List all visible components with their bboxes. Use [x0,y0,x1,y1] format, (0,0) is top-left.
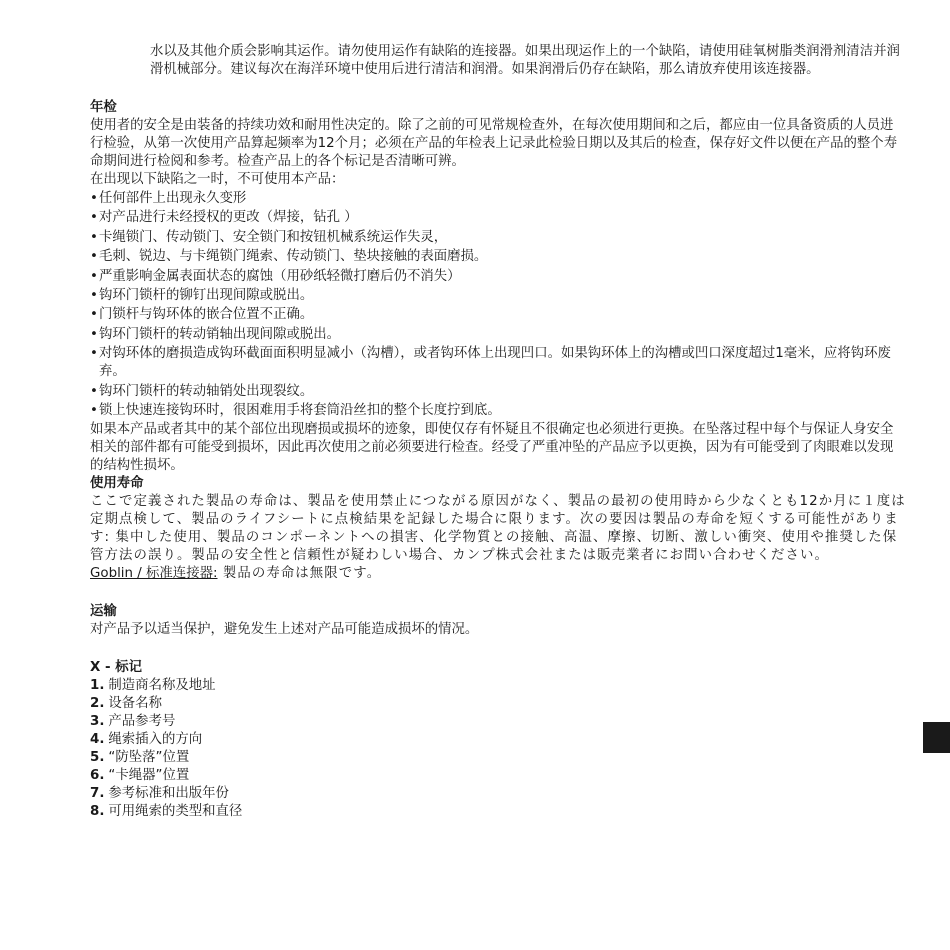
bullet-icon: • [90,268,98,284]
bullet-icon: • [90,210,98,226]
defects-intro: 在出现以下缺陷之一时，不可使用本产品： [90,172,345,187]
list-item [90,306,906,324]
marking-heading: X - 标记 [90,660,142,676]
bullet-icon: • [90,346,98,362]
transport-section [90,603,906,639]
bullet-icon: • [90,287,98,303]
intro-paragraph: 水以及其他介质会影响其运作。请勿使用运作有缺陷的连接器。如果出现运作上的一个缺陷，请使用硅氧树脂类润滑剂清洁并润滑机械部分。建议每次在海洋环境中使用后进行清洁和润滑。如果润滑后仍存在缺陷，那么请放弃使用该连接器。 [150,44,900,77]
marking-section [90,659,906,821]
item-text: 绳索插入的方向 [108,732,203,748]
transport-heading: 运输 [90,604,117,620]
item-number: 6. [90,768,105,784]
item-text: 制造商名称及地址 [108,678,216,694]
bullet-icon: • [90,307,98,323]
replacement-paragraph: 如果本产品或者其中的某个部位出现磨损或损坏的迹象，即使仅存有怀疑且不很确定也必须进行更换。在坠落过程中每个与保证人身安全相关的部件都有可能受到损坏，因此再次使用之前必须要进行检查。经受了严重冲坠的产品应予以更换，因为有可能受到了肉眼难以发现的结构性损坏。 [90,422,894,474]
list-item-text: 严重影响金属表面状态的腐蚀（用砂纸轻微打磨后仍不消失） [99,268,461,284]
item-number: 2. [90,696,105,712]
list-item-text: 锁上快速连接钩环时，很困难用手将套筒沿丝扣的整个长度拧到底。 [99,402,501,418]
item-number: 3. [90,714,105,730]
lifetime-section [90,475,906,583]
list-item [90,749,906,767]
goblin-text: 製品の寿命は無限です。 [217,566,382,582]
list-item-text: 钩环门锁杆的铆钉出现间隙或脱出。 [99,287,314,303]
item-number: 7. [90,786,105,802]
list-item [90,209,906,227]
list-item-text: 钩环门锁杆的转动轴销处出现裂纹。 [99,383,314,399]
item-text: 参考标准和出版年份 [108,786,229,802]
item-number: 5. [90,750,105,766]
list-item [90,695,906,713]
manual-page [90,43,906,821]
annual-inspection-heading: 年检 [90,100,117,115]
item-text: 设备名称 [108,696,162,712]
item-text: “卡绳器”位置 [108,768,190,784]
annual-inspection-section [90,99,906,475]
defect-list [90,190,906,420]
list-item [90,229,906,247]
list-item-text: 对钩环体的磨损造成钩环截面面积明显减小（沟槽），或者钩环体上出现凹口。如果钩环体上的沟槽或凹口深度超过1毫米，应将钩环废弃。 [99,346,891,380]
spacer [90,79,906,99]
transport-paragraph: 对产品予以适当保护，避免发生上述对产品可能造成损坏的情况。 [90,622,479,638]
list-item-text: 毛刺、锐边、与卡绳锁门绳索、传动锁门、垫块接触的表面磨损。 [99,249,488,265]
list-item-text: 卡绳锁门、传动锁门、安全锁门和按钮机械系统运作失灵， [99,229,448,245]
bullet-icon: • [90,383,98,399]
list-item [90,731,906,749]
lifetime-heading: 使用寿命 [90,476,144,492]
item-text: 产品参考号 [108,714,176,730]
list-item [90,713,906,731]
bullet-icon: • [90,229,98,245]
annual-inspection-paragraph: 使用者的安全是由装备的持续功效和耐用性决定的。除了之前的可见常规检查外，在每次使用期间和之后，都应由一位具备资质的人员进行检验，从第一次使用产品算起频率为12个月；必须在产品的年检表上记录此检验日期以及其后的检查，保存好文件以便在产品的整个寿命期间进行检阅和参考。检查产品上的各个标记是否清晰可辨。 [90,118,898,169]
bullet-icon: • [90,402,98,418]
list-item [90,383,906,401]
list-item [90,248,906,266]
list-item [90,190,906,208]
item-number: 1. [90,678,105,694]
list-item [90,677,906,695]
marking-list [90,677,906,821]
item-number: 4. [90,732,105,748]
bullet-icon: • [90,249,98,265]
lifetime-paragraph: ここで定義された製品の寿命は、製品を使用禁止につながる原因がなく、製品の最初の使用時から少なくとも12か月に１度は定期点検して、製品のライフシートに点検結果を記録した場合に限ります。次の要因は製品の寿命を短くする可能性があります: 集中した使用、製品のコンポーネントへの損害、化学物質との接触、高温、摩擦、切断、激しい衝突、使用や推奨した保管方法の誤り。製品の安全性と信頼性が疑わしい場合、カンプ株式会社または販売業者にお問い合わせください。 [90,494,906,564]
list-item [90,803,906,821]
list-item-text: 任何部件上出现永久变形 [99,191,247,206]
list-item-text: 对产品进行未经授权的更改（焊接，钻孔 ） [99,210,358,226]
list-item-text: 钩环门锁杆的转动销轴出现间隙或脱出。 [99,326,341,342]
list-item-text: 门锁杆与钩环体的嵌合位置不正确。 [99,307,314,323]
list-item [90,767,906,785]
goblin-line [90,565,906,583]
language-tab-marker [923,722,950,753]
item-text: 可用绳索的类型和直径 [108,804,243,820]
list-item [90,345,906,381]
list-item [90,402,906,420]
spacer [90,583,906,603]
goblin-label: Goblin / 标准连接器: [90,566,218,582]
bullet-icon: • [90,326,98,342]
item-number: 8. [90,804,105,820]
list-item [90,785,906,803]
list-item [90,287,906,305]
bullet-icon: • [90,191,98,206]
list-item [90,326,906,344]
list-item [90,268,906,286]
item-text: “防坠落”位置 [108,750,190,766]
spacer [90,639,906,659]
